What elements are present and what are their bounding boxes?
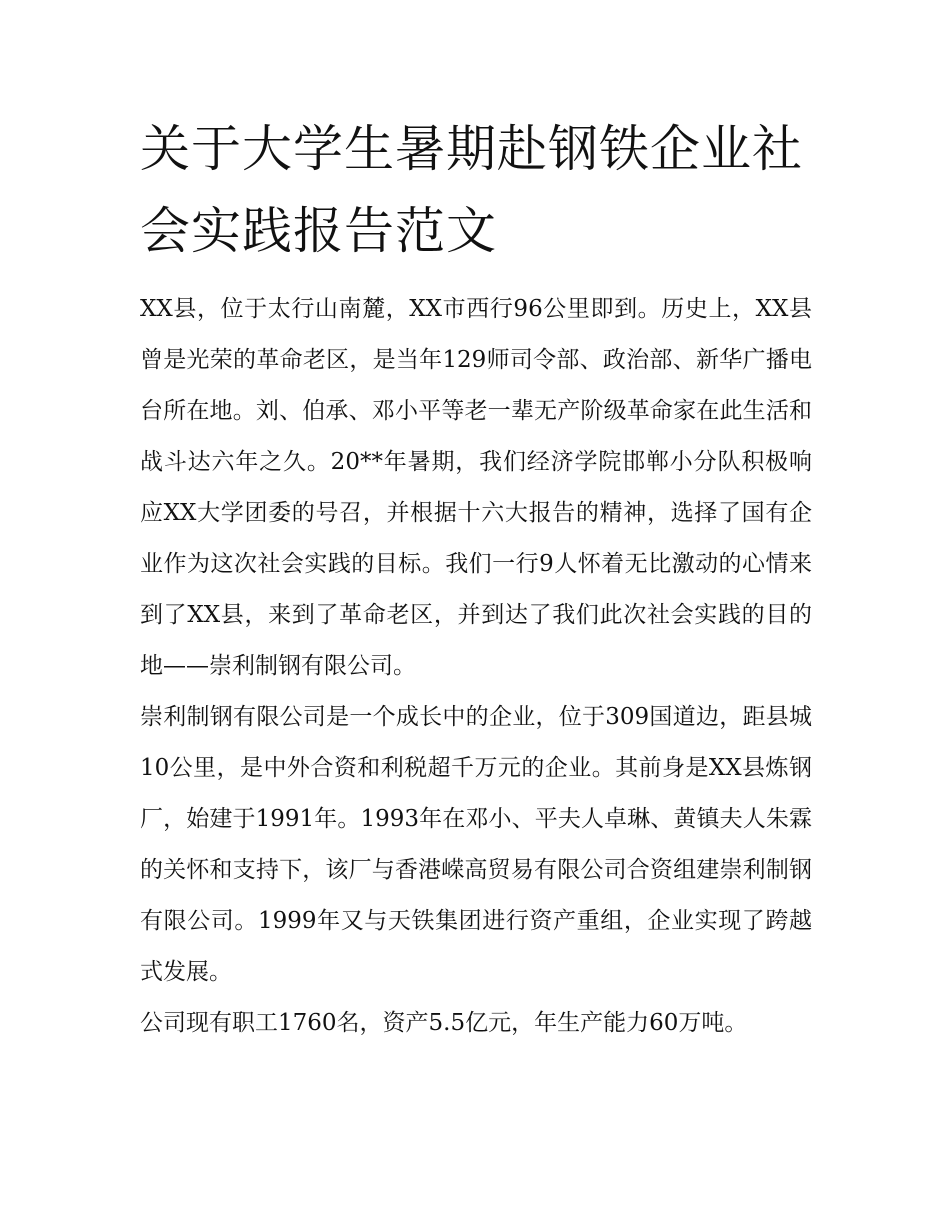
document-page [140,108,812,1049]
paragraph-company-history: 崇利制钢有限公司是一个成长中的企业，位于309国道边，距县城10公里，是中外合资和利税超千万元的企业。其前身是XX县炼钢厂，始建于1991年。1993年在邓小、平夫人卓琳、黄镇夫人朱霖的关怀和支持下，该厂与香港嵘高贸易有限公司合资组建崇利制钢有限公司。1999年又与天铁集团进行资产重组，企业实现了跨越式发展。 [140,704,812,985]
paragraph-company-stats: 公司现有职工1760名，资产5.5亿元，年生产能力60万吨。 [140,1010,748,1036]
paragraph-intro: XX县，位于太行山南麓，XX市西行96公里即到。历史上，XX县曾是光荣的革命老区，是当年129师司令部、政治部、新华广播电台所在地。刘、伯承、邓小平等老一辈无产阶级革命家在此生活和战斗达六年之久。20**年暑期，我们经济学院邯郸小分队积极响应XX大学团委的号召，并根据十六大报告的精神，选择了国有企业作为这次社会实践的目标。我们一行9人怀着无比激动的心情来到了XX县，来到了革命老区，并到达了我们此次社会实践的目的地——崇利制钢有限公司。 [140,296,812,679]
document-title: 关于大学生暑期赴钢铁企业社会实践报告范文 [140,120,803,260]
